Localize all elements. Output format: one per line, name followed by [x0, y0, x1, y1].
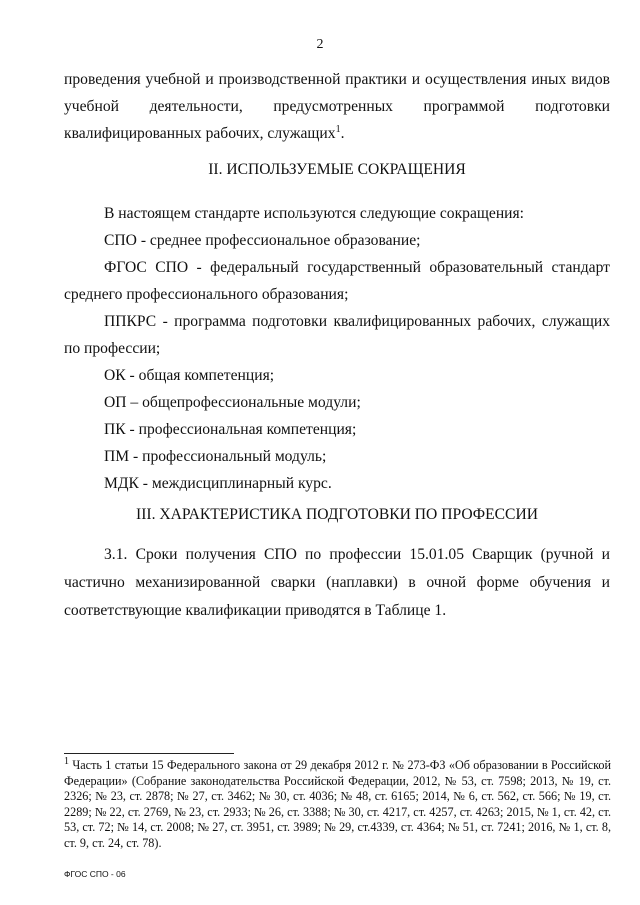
- list-item: ОП – общепрофессиональные модули;: [104, 394, 361, 411]
- list-item: МДК - междисциплинарный курс.: [104, 475, 332, 492]
- list-item: ПМ - профессиональный модуль;: [104, 448, 327, 465]
- footnote-reference: 1: [335, 123, 341, 135]
- intro-text: квалифицированных рабочих, служащих: [64, 125, 336, 142]
- section-heading: II. ИСПОЛЬЗУЕМЫЕ СОКРАЩЕНИЯ: [208, 161, 466, 178]
- page-number: 2: [316, 37, 324, 52]
- intro-line: проведения учебной и производственной практики и осуществления иных видов: [64, 71, 610, 88]
- intro-paragraph: [64, 66, 610, 147]
- footnote-mark: 1: [64, 755, 69, 767]
- list-item: ОК - общая компетенция;: [104, 367, 275, 384]
- section-heading: III. ХАРАКТЕРИСТИКА ПОДГОТОВКИ ПО ПРОФЕССИИ: [136, 506, 538, 523]
- footnote-divider: [64, 753, 234, 754]
- abbreviation-list: [64, 200, 610, 497]
- list-lead: В настоящем стандарте используются следующие сокращения:: [104, 205, 525, 222]
- section-paragraph: [64, 541, 610, 625]
- paragraph-text: 3.1. Сроки получения СПО по профессии 15.01.05 Сварщик (ручной и частично механизированной сварки (наплавки) в очной форме обучения и соответствующие квалификации приводятся в Таблице 1.: [64, 546, 610, 619]
- list-item: ПК - профессиональная компетенция;: [104, 421, 357, 438]
- list-item: ФГОС СПО - федеральный государственный образовательный стандарт среднего профессионального образования;: [64, 259, 610, 303]
- intro-line-last: [64, 120, 610, 147]
- intro-end: .: [340, 125, 345, 142]
- intro-line: учебной деятельности, предусмотренных программой подготовки: [64, 98, 610, 115]
- footnote: [64, 755, 611, 852]
- list-item: СПО - среднее профессиональное образование;: [104, 232, 421, 249]
- footnote-text: Часть 1 статьи 15 Федерального закона от 29 декабря 2012 г. № 273-ФЗ «Об образовании в Российской Федерации» (Собрание законодательства Российской Федерации, 2012, № 53, ст. 7598; 2013, № 19, ст. 2326; № 23, ст. 2878; № 27, ст. 3462; № 30, ст. 4036; № 48, ст. 6165; 2014, № 6, ст. 562, ст. 566; № 19, ст. 2289; № 22, ст. 2769, № 23, ст. 2933; № 26, ст. 3388; № 30, ст. 4217, ст. 4257, ст. 4263; 2015, № 1, ст. 42, ст. 53, ст. 72; № 14, ст. 2008; № 27, ст. 3951, ст. 3989; № 29, ст.4339, ст. 4364; № 51, ст. 7241; 2016, № 1, ст. 8, ст. 9, ст. 24, ст. 78).: [64, 758, 611, 850]
- document-code: ФГОС СПО - 06: [64, 869, 126, 879]
- list-item: ППКРС - программа подготовки квалифицированных рабочих, служащих по профессии;: [64, 313, 610, 357]
